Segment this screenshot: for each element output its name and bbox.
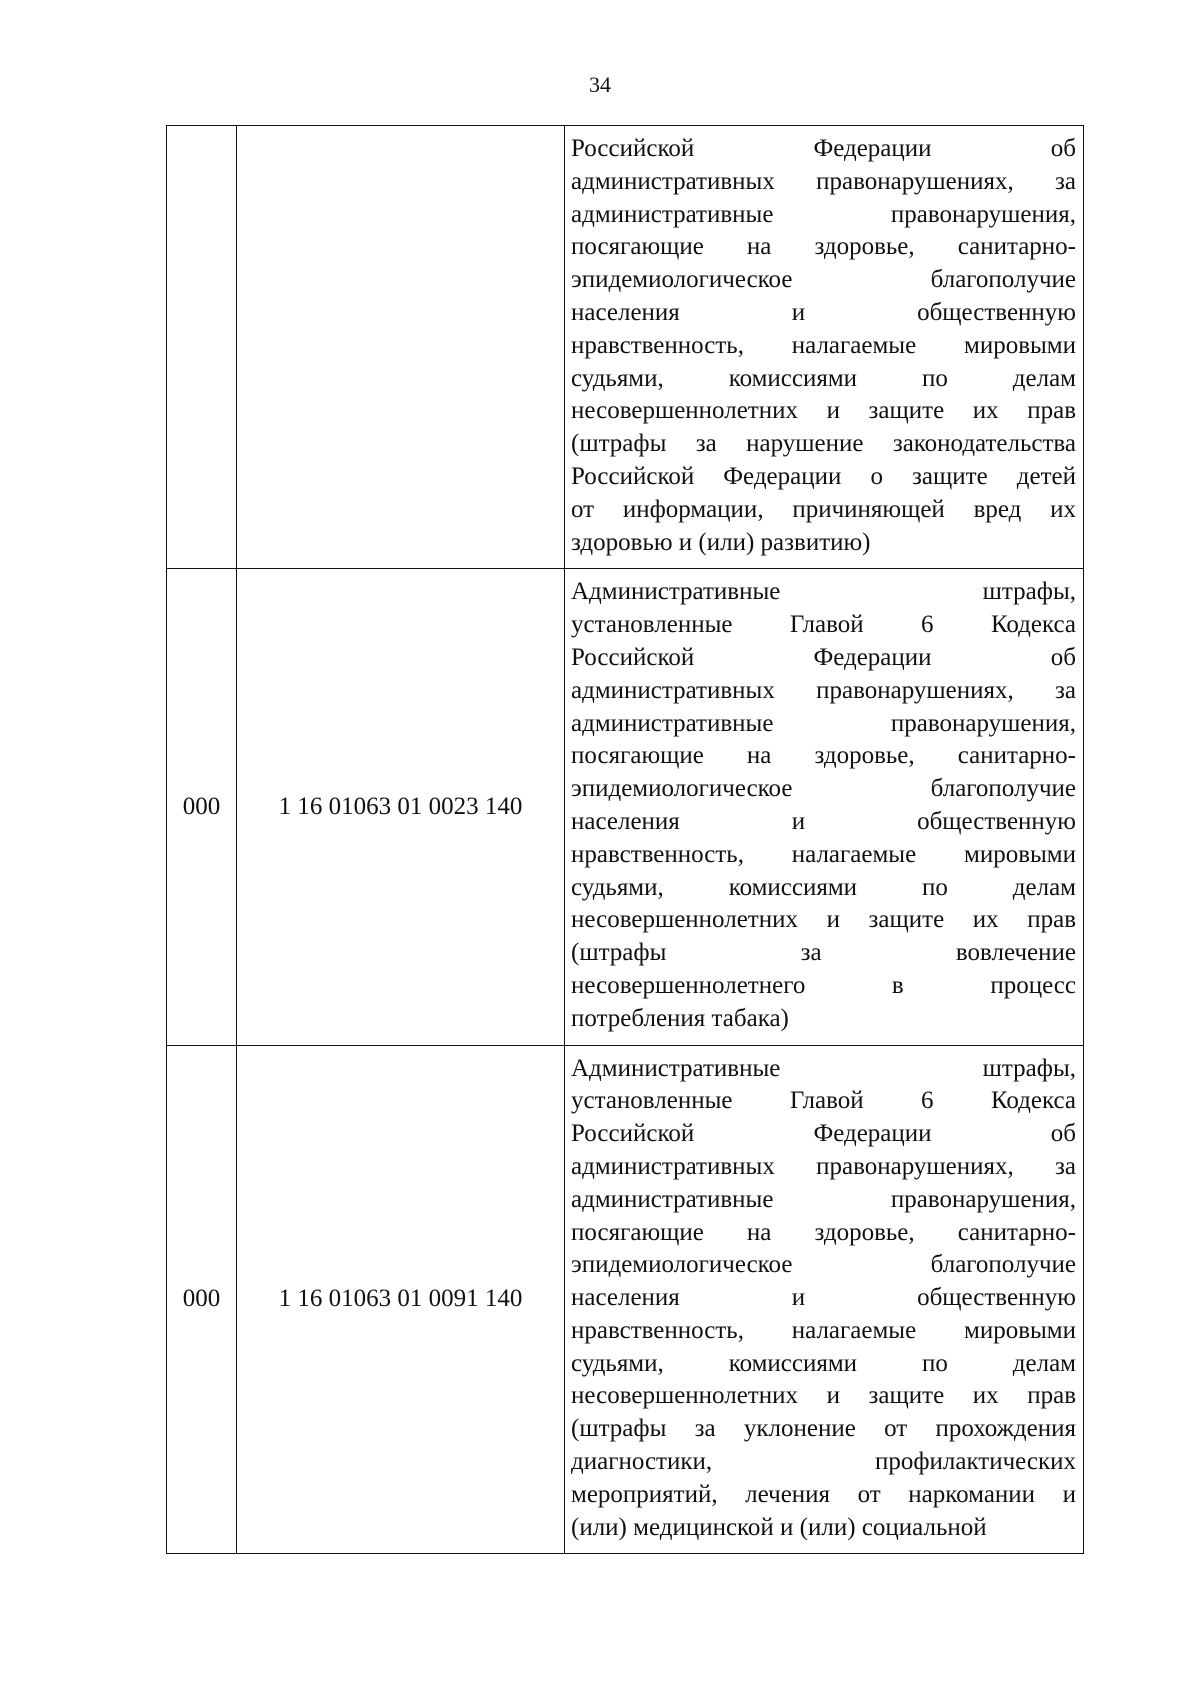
table-row <box>167 126 1084 569</box>
description-line: эпидемиологическое благополучие <box>571 266 1076 294</box>
description-line: эпидемиологическое благополучие <box>571 775 1076 803</box>
description-line: мероприятий, лечения от наркомании и <box>571 1480 1076 1508</box>
description-line: судьями, комиссиями по делам <box>571 364 1076 392</box>
description-line: от информации, причиняющей вред их <box>571 495 1076 523</box>
description-line: административные правонарушения, <box>571 200 1076 228</box>
description-line: Российской Федерации об <box>571 643 1076 671</box>
description-line: нравственность, налагаемые мировыми <box>571 840 1076 868</box>
admin-code-cell <box>167 126 237 569</box>
description-line: Российской Федерации о защите детей <box>571 462 1076 490</box>
description-line: административные правонарушения, <box>571 709 1076 737</box>
description-cell <box>565 126 1084 569</box>
description-line: нравственность, налагаемые мировыми <box>571 1316 1076 1344</box>
description-line: Российской Федерации об <box>571 135 1076 162</box>
description-line: посягающие на здоровье, санитарно- <box>571 233 1076 261</box>
description-line: (штрафы за вовлечение <box>571 939 1076 967</box>
description-line: посягающие на здоровье, санитарно- <box>571 742 1076 770</box>
description-line: диагностики, профилактических <box>571 1448 1076 1476</box>
description-cell <box>565 1045 1084 1554</box>
description-line: посягающие на здоровье, санитарно- <box>571 1218 1076 1246</box>
description-line: административных правонарушениях, за <box>571 1152 1076 1180</box>
description-line: административных правонарушениях, за <box>571 676 1076 704</box>
description-line: несовершеннолетних и защите их прав <box>571 397 1076 425</box>
description-line: судьями, комиссиями по делам <box>571 873 1076 901</box>
admin-code-cell: 000 <box>167 1045 237 1554</box>
description-line: несовершеннолетнего в процесс <box>571 971 1076 999</box>
description-line: судьями, комиссиями по делам <box>571 1349 1076 1377</box>
description-line: административных правонарушениях, за <box>571 167 1076 195</box>
description-line: здоровью и (или) развитию) <box>571 528 871 556</box>
description-line: потребления табака) <box>571 1004 789 1032</box>
description-line: несовершеннолетних и защите их прав <box>571 1382 1076 1410</box>
description-line: населения и общественную <box>571 1284 1076 1312</box>
description-line: Административные штрафы, <box>571 1054 1076 1082</box>
table-row <box>167 1045 1084 1554</box>
description-cell <box>565 569 1084 1045</box>
description-line: нравственность, налагаемые мировыми <box>571 331 1076 359</box>
description-line: населения и общественную <box>571 807 1076 835</box>
table-row <box>167 569 1084 1045</box>
description-line: установленные Главой 6 Кодекса <box>571 611 1076 639</box>
description-line: установленные Главой 6 Кодекса <box>571 1087 1076 1115</box>
description-line: административные правонарушения, <box>571 1185 1076 1213</box>
description-line: несовершеннолетних и защите их прав <box>571 906 1076 934</box>
description-line: населения и общественную <box>571 298 1076 326</box>
budget-code-cell <box>237 126 565 569</box>
description-line: (или) медицинской и (или) социальной <box>571 1513 987 1541</box>
description-line: эпидемиологическое благополучие <box>571 1251 1076 1279</box>
budget-classification-table <box>166 125 1084 1554</box>
budget-code-cell: 1 16 01063 01 0091 140 <box>237 1045 565 1554</box>
description-line: (штрафы за уклонение от прохождения <box>571 1415 1076 1443</box>
description-line: (штрафы за нарушение законодательства <box>571 430 1076 458</box>
budget-code-cell: 1 16 01063 01 0023 140 <box>237 569 565 1045</box>
description-line: Административные штрафы, <box>571 578 1076 606</box>
page-number: 34 <box>589 72 611 97</box>
admin-code-cell: 000 <box>167 569 237 1045</box>
description-line: Российской Федерации об <box>571 1120 1076 1148</box>
